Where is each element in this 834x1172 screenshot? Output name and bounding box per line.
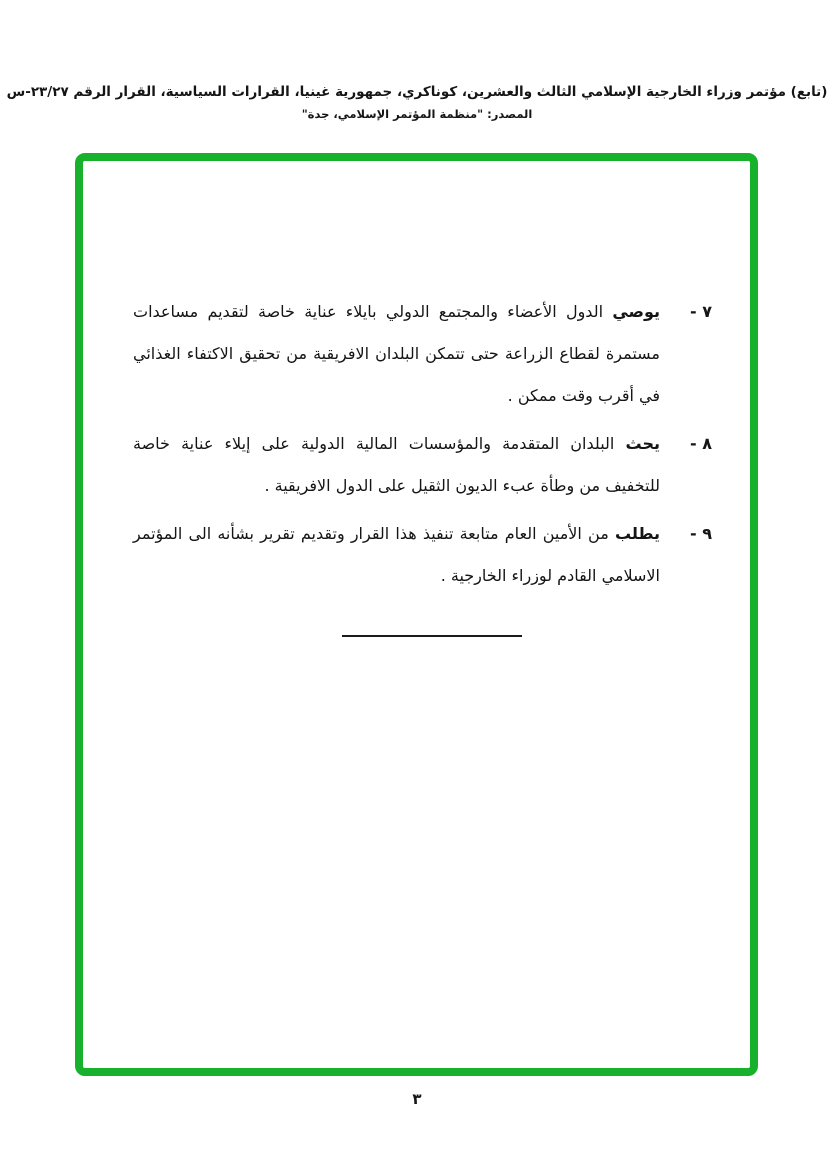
item-lead-word: يحث <box>625 434 660 453</box>
document-frame <box>75 153 758 1076</box>
item-number: ٨ - <box>690 434 712 453</box>
item-number: ٧ - <box>690 302 712 321</box>
item-text: من الأمين العام متابعة تنفيذ هذا القرار وتقديم تقرير بشأنه الى المؤتمر الاسلامي القادم لوزراء الخارجية . <box>133 524 660 585</box>
item-text: البلدان المتقدمة والمؤسسات المالية الدولية على إيلاء عناية خاصة للتخفيف من وطأة عبء الديون الثقيل على الدول الافريقية . <box>133 434 660 495</box>
resolution-item-7 <box>133 291 712 417</box>
item-number: ٩ - <box>690 524 712 543</box>
page-number: ٣ <box>412 1090 422 1108</box>
document-header-source: المصدر: "منظمة المؤتمر الإسلامي، جدة" <box>301 107 533 121</box>
item-lead-word: يطلب <box>614 524 660 543</box>
item-text: الدول الأعضاء والمجتمع الدولي بايلاء عناية خاصة لتقديم مساعدات مستمرة لقطاع الزراعة حتى تتمكن البلدان الافريقية من تحقيق الاكتفاء الغذائي في أقرب وقت ممكن . <box>133 302 660 405</box>
resolution-body <box>83 161 750 637</box>
document-header-title: (تابع) مؤتمر وزراء الخارجية الإسلامي الثالث والعشرين، كوناكري، جمهورية غينيا، القرارات السياسية، القرار الرقم ٢٣/٢٧-س <box>6 84 828 100</box>
page-header <box>0 0 834 121</box>
item-lead-word: يوصي <box>612 302 660 321</box>
section-divider <box>342 635 522 637</box>
resolution-item-9 <box>133 513 712 597</box>
resolution-item-8 <box>133 423 712 507</box>
